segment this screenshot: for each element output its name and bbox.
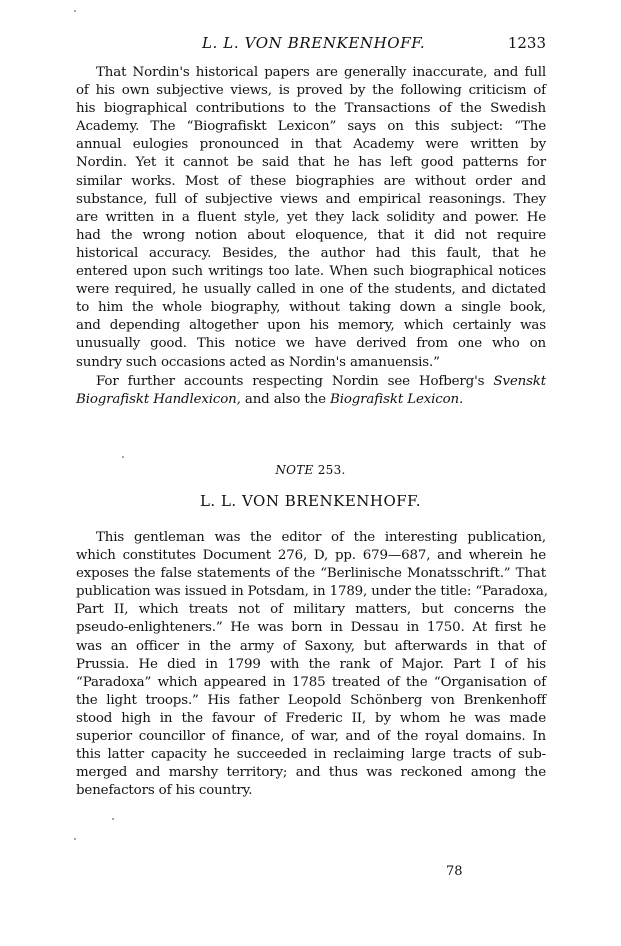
text-line: entered upon such writings too late. When such biographical notices [76,264,546,280]
paper-speck [122,456,124,458]
text-line: superior councillor of finance, of war, and of the royal domains. In [76,729,546,745]
text-line: publication was issued in Potsdam, in 1789, under the title: “Paradoxa, [76,584,548,600]
text-line: That Nordin's historical papers are generally inaccurate, and full [96,65,546,80]
paper-speck [74,10,76,12]
running-title: L. L. VON BRENKENHOFF. [202,34,426,52]
text-line: sundry such occasions acted as Nordin's amanuensis.” [76,354,440,370]
text-line: to him the whole biography, without taking down a single book, [76,300,546,316]
text-line: this latter capacity he succeeded in reclaiming large tracts of sub- [76,747,546,763]
paragraph-nordin-critique [76,64,546,372]
text-line: of his own subjective views, is proved by the following criticism of [76,83,546,99]
book-title-italic: Biografiskt Handlexicon, [76,392,241,408]
text-line: was an officer in the army of Saxony, but afterwards in that of [76,638,546,654]
paper-speck [112,818,114,820]
text-line: benefactors of his country. [76,783,253,799]
text-line: substance, full of subjective views and empirical reasonings. They [76,191,546,207]
note-number: 253. [317,463,346,477]
text-line: his biographical contributions to the Transactions of the Swedish [76,101,546,117]
text-line: were required, he usually called in one of the students, and dictated [76,282,546,298]
text-run: For further accounts respecting Nordin see Hofberg's [96,374,494,389]
text-line: Nordin. Yet it cannot be said that he has left good patterns for [76,155,546,171]
text-line: are written in a fluent style, yet they lack solidity and power. He [76,209,546,225]
note-label [0,463,621,477]
text-line: Prussia. He died in 1799 with the rank of Major. Part I of his [76,656,546,672]
text-line [76,373,546,391]
text-line: and depending altogether upon his memory, which certainly was [76,318,546,334]
section-title: L. L. VON BRENKENHOFF. [199,492,422,510]
text-line: the light troops.” His father Leopold Schönberg von Brenkenhoff [76,692,546,708]
text-line: which constitutes Document 276, D, pp. 679—687, and wherein he [76,548,546,564]
footer-page-number: 78 [446,864,463,879]
text-line: unusually good. This notice we have derived from one who on [76,336,546,352]
text-line: “Paradoxa” which appeared in 1785 treated of the “Organisation of [76,674,546,690]
text-run: and also the [240,392,330,408]
running-header [76,34,546,54]
note-word: NOTE [275,463,314,477]
text-line: similar works. Most of these biographies are without order and [76,173,546,189]
text-line: Academy. The “Biografiskt Lexicon” says on this subject: “The [76,119,546,135]
text-line: merged and marshy territory; and thus was reckoned among the [76,765,546,781]
paragraph-brenkenhoff-bio [76,529,546,800]
text-line [76,391,546,409]
book-title-italic: Biografiskt Lexicon. [330,392,464,408]
text-line: stood high in the favour of Frederic II, by whom he was made [76,710,546,726]
paragraph-further-accounts [76,373,546,409]
text-line: This gentleman was the editor of the interesting publication, [96,530,546,545]
text-line: Part II, which treats not of military matters, but concerns the [76,602,546,618]
paper-speck [74,838,76,840]
book-title-italic: Svenskt [493,374,546,389]
text-line: historical accuracy. Besides, the author had this fault, that he [76,245,546,261]
text-line: had the wrong notion about eloquence, that it did not require [76,227,546,243]
header-page-number: 1233 [507,34,546,52]
text-line: annual eulogies pronounced in that Academy were written by [76,137,546,153]
text-line: exposes the false statements of the “Berlinische Monatsschrift.” That [76,566,546,582]
text-line: pseudo-enlighteners.” He was born in Dessau in 1750. At first he [76,620,546,636]
